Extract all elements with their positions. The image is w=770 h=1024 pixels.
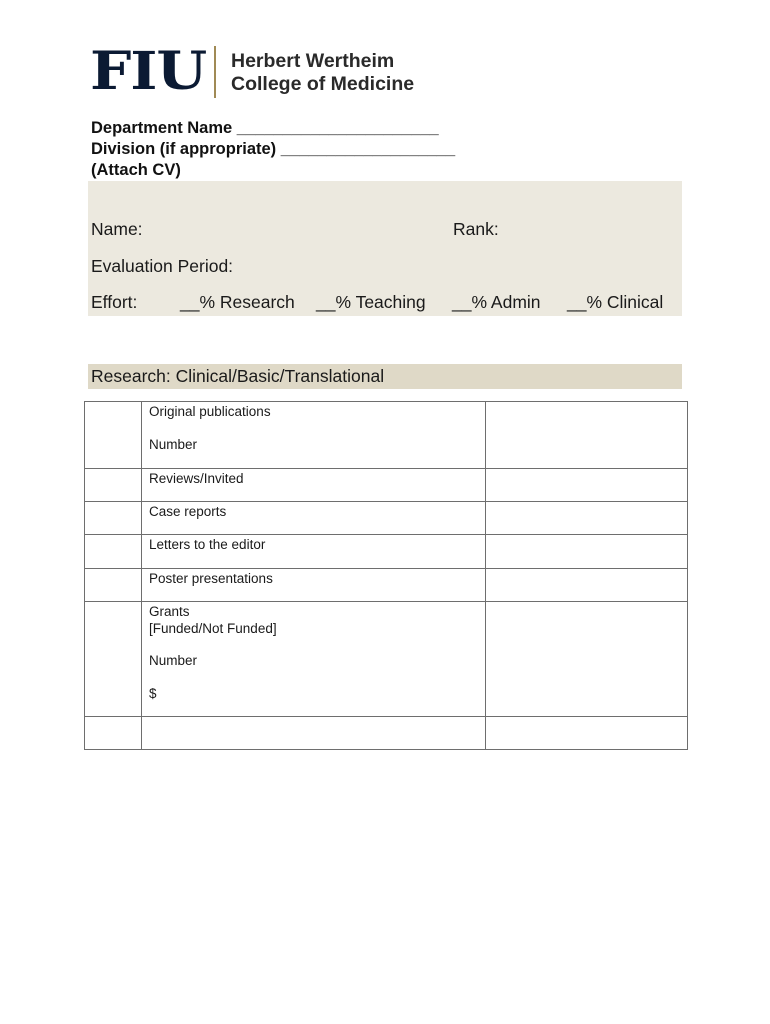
row-number-cell	[85, 502, 142, 535]
effort-teaching-field: __% Teaching	[316, 292, 426, 312]
row-sublabel: $	[149, 685, 157, 701]
row-label: Grants	[149, 604, 190, 619]
row-label-cell	[142, 535, 486, 569]
row-label: Letters to the editor	[149, 537, 266, 552]
row-number-cell	[85, 402, 142, 469]
row-label-cell	[142, 502, 486, 535]
effort-research-field: __% Research	[180, 292, 295, 312]
row-sublabel: Number	[149, 653, 198, 668]
row-value-cell[interactable]	[486, 535, 688, 569]
row-number-cell	[85, 469, 142, 502]
logo-college-name-line2: College of Medicine	[231, 73, 415, 95]
row-number-cell	[85, 717, 142, 750]
table-row	[85, 717, 688, 750]
row-value-cell[interactable]	[486, 402, 688, 469]
logo-wordmark: FIU	[90, 41, 207, 102]
row-value-cell[interactable]	[486, 469, 688, 502]
table-row	[85, 602, 688, 717]
row-sublabel: [Funded/Not Funded]	[149, 620, 277, 636]
row-value-cell[interactable]	[486, 602, 688, 717]
row-number-cell	[85, 535, 142, 569]
table-row	[85, 535, 688, 569]
table-row	[85, 569, 688, 602]
row-label-cell	[142, 602, 486, 717]
college-logo	[90, 41, 430, 102]
row-value-cell[interactable]	[486, 569, 688, 602]
research-table	[84, 401, 688, 750]
row-label-cell	[142, 402, 486, 469]
evaluation-period-label: Evaluation Period:	[91, 256, 234, 276]
department-name-field: Department Name ______________________	[91, 119, 439, 137]
row-label-cell	[142, 469, 486, 502]
research-section-header	[88, 364, 682, 389]
effort-label: Effort:	[91, 292, 138, 312]
effort-clinical-field: __% Clinical	[567, 292, 664, 312]
row-label: Case reports	[149, 504, 227, 519]
row-value-cell[interactable]	[486, 502, 688, 535]
effort-admin-field: __% Admin	[452, 292, 541, 312]
row-label: Reviews/Invited	[149, 471, 244, 486]
row-label: Poster presentations	[149, 571, 273, 586]
row-number-cell	[85, 602, 142, 717]
logo-college-name-line1: Herbert Wertheim	[231, 50, 395, 72]
row-value-cell[interactable]	[486, 717, 688, 750]
division-field: Division (if appropriate) ___________________	[91, 140, 456, 158]
logo-divider	[214, 46, 216, 98]
row-label-cell[interactable]	[142, 717, 486, 750]
row-label-cell	[142, 569, 486, 602]
row-sublabel: Number	[149, 436, 198, 452]
rank-label: Rank:	[453, 219, 499, 239]
row-number-cell	[85, 569, 142, 602]
attach-cv-note: (Attach CV)	[91, 161, 181, 179]
name-label: Name:	[91, 219, 143, 239]
table-row	[85, 469, 688, 502]
row-label: Original publications	[149, 404, 271, 419]
section-title: Research: Clinical/Basic/Translational	[91, 366, 385, 386]
table-row	[85, 402, 688, 469]
table-row	[85, 502, 688, 535]
faculty-info-panel	[88, 181, 682, 316]
